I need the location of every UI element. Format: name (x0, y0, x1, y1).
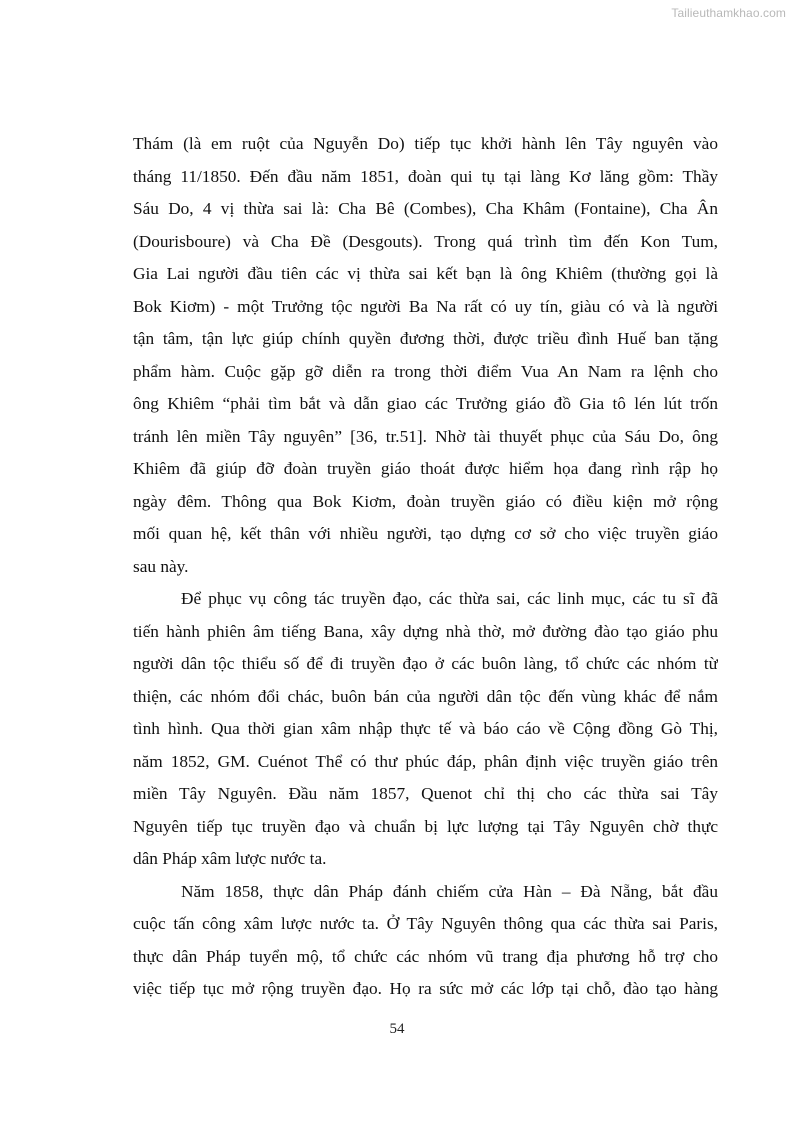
page-number: 54 (389, 1021, 405, 1037)
paragraph-3 (133, 876, 718, 1006)
text-line: thiện, các nhóm đổi chác, buôn bán của người dân tộc đến vùng khác để nắm (133, 686, 718, 706)
paragraph-2 (133, 583, 718, 876)
text-line: việc tiếp tục mở rộng truyền đạo. Họ ra sức mở các lớp tại chỗ, đào tạo hàng (133, 979, 718, 998)
text-line: người dân tộc thiểu số để đi truyền đạo ở các buôn làng, tổ chức các nhóm từ (133, 654, 718, 673)
text-line: tiến hành phiên âm tiếng Bana, xây dựng nhà thờ, mở đường đào tạo giáo phu (133, 621, 718, 641)
text-line: cuộc tấn công xâm lược nước ta. Ở Tây Nguyên thông qua các thừa sai Paris, (133, 914, 718, 933)
text-line: ông Khiêm “phải tìm bắt và dẫn giao các Trưởng giáo đồ Gia tô lén lút trốn (133, 394, 718, 413)
text-line: Sáu Do, 4 vị thừa sai là: Cha Bê (Combes), Cha Khâm (Fontaine), Cha Ân (133, 199, 718, 218)
text-line: tháng 11/1850. Đến đầu năm 1851, đoàn qui tụ tại làng Kơ lăng gồm: Thầy (133, 166, 718, 186)
text-line: mối quan hệ, kết thân với nhiều người, tạo dựng cơ sở cho việc truyền giáo (133, 524, 718, 543)
text-line: Bok Kiơm) - một Trưởng tộc người Ba Na rất có uy tín, giàu có và là người (133, 296, 718, 316)
paragraph-1 (133, 128, 718, 583)
text-line: sau này. (133, 556, 189, 576)
text-line: Nguyên tiếp tục truyền đạo và chuẩn bị lực lượng tại Tây Nguyên chờ thực (133, 816, 718, 836)
text-line: tình hình. Qua thời gian xâm nhập thực tế và báo cáo về Cộng đồng Gò Thị, (133, 719, 718, 738)
text-line: Năm 1858, thực dân Pháp đánh chiếm cửa Hàn – Đà Nẵng, bắt đầu (181, 881, 718, 901)
watermark-text: Tailieuthamkhao.com (671, 6, 786, 20)
text-line: ngày đêm. Thông qua Bok Kiơm, đoàn truyền giáo có điều kiện mở rộng (133, 491, 718, 511)
text-line: năm 1852, GM. Cuénot Thể có thư phúc đáp, phân định việc truyền giáo trên (133, 751, 718, 771)
text-line: Thám (là em ruột của Nguyễn Do) tiếp tục khởi hành lên Tây nguyên vào (133, 134, 718, 153)
text-line: dân Pháp xâm lược nước ta. (133, 849, 327, 868)
text-line: Khiêm đã giúp đỡ đoàn truyền giáo thoát được hiểm họa đang rình rập họ (133, 459, 718, 478)
text-line: tận tâm, tận lực giúp chính quyền đương thời, được triều đình Huế ban tặng (133, 329, 718, 348)
text-line: thực dân Pháp tuyển mộ, tổ chức các nhóm vũ trang địa phương hỗ trợ cho (133, 946, 718, 966)
text-line: phẩm hàm. Cuộc gặp gỡ diễn ra trong thời điểm Vua An Nam ra lệnh cho (133, 361, 718, 381)
text-line: Để phục vụ công tác truyền đạo, các thừa sai, các linh mục, các tu sĩ đã (181, 589, 718, 608)
text-line: miền Tây Nguyên. Đầu năm 1857, Quenot chỉ thị cho các thừa sai Tây (133, 784, 718, 803)
document-body (133, 128, 718, 1006)
text-line: tránh lên miền Tây nguyên” [36, tr.51]. Nhờ tài thuyết phục của Sáu Do, ông (133, 426, 718, 446)
text-line: Gia Lai người đầu tiên các vị thừa sai kết bạn là ông Khiêm (thường gọi là (133, 264, 718, 283)
text-line: (Dourisboure) và Cha Đề (Desgouts). Trong quá trình tìm đến Kon Tum, (133, 231, 718, 251)
